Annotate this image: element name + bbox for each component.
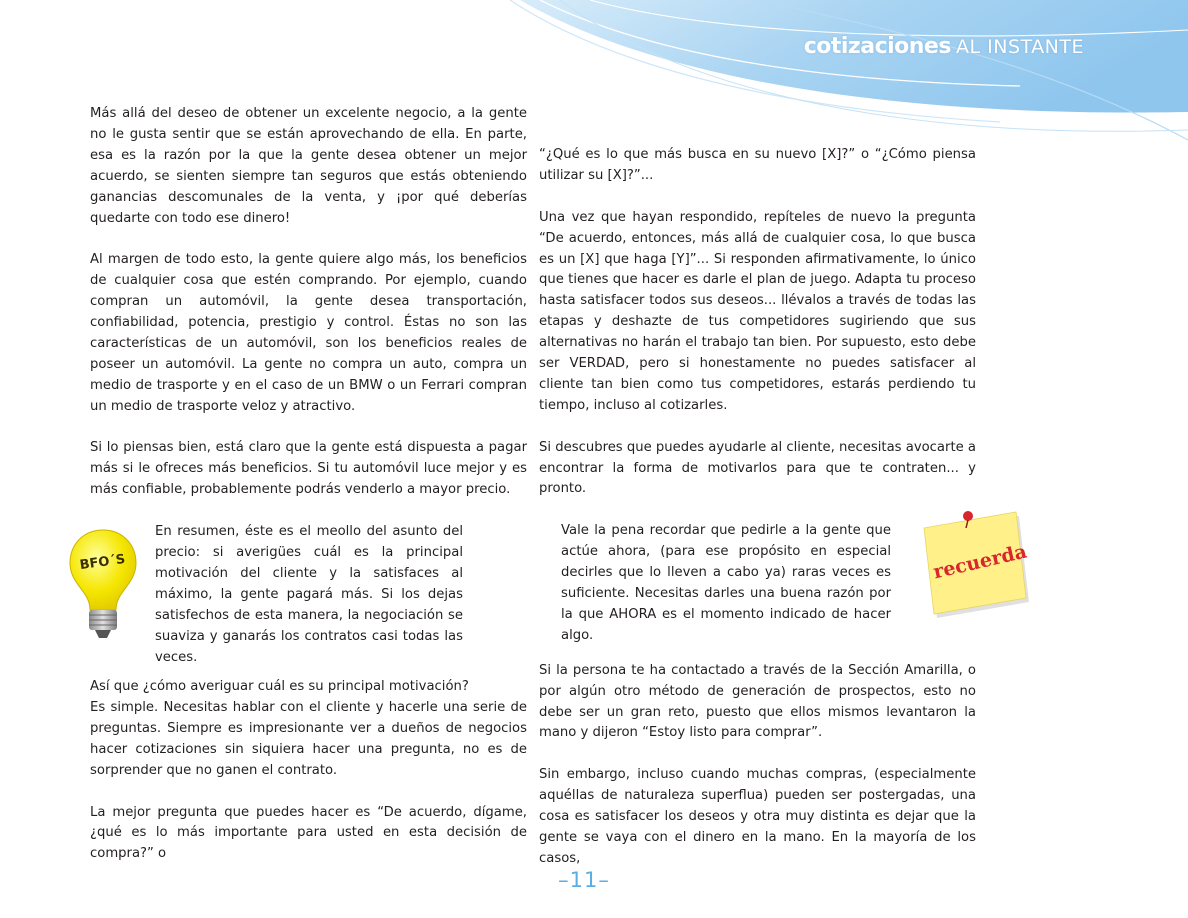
left-column [78,104,527,886]
bfos-text: En resumen, éste es el meollo del asunto del precio: si averigües cuál es la principal motivación del cliente y la satisfaces al máximo, la gente pagará más. Si los dejas satisfechos de esta manera, la negociación se suaviza y ganarás los contratos casi todas las veces. [155,524,463,665]
right-paragraph-1: “¿Qué es lo que más busca en su nuevo [X]?” o “¿Cómo piensa utilizar su [X]?”... [539,147,976,183]
left-paragraph-2: Al margen de todo esto, la gente quiere algo más, los beneficios de cualquier cosa que estén comprando. Por ejemplo, cuando compran un automóvil, la gente desea transportación, confiabilidad, potencia, prestigio y control. Éstas no son las características de un automóvil, son los beneficios reales de poseer un automóvil. La gente no compra un auto, compra un medio de trasporte y en el caso de un BMW o un Ferrari compran un medio de trasporte veloz y atractivo. [90,252,527,414]
lightbulb-icon [68,528,138,640]
right-paragraph-3: Si descubres que puedes ayudarle al cliente, necesitas avocarte a encontrar la forma de motivarlos para que te contraten... y pronto. [539,439,976,497]
magazine-header-title [804,34,1084,59]
right-paragraph-4: Si la persona te ha contactado a través de la Sección Amarilla, o por algún otro método de generación de prospectos, esto no debe ser un gran reto, puesto que ellos mismos levantaron la mano y dijeron “Estoy listo para comprar”. [539,662,976,741]
bfos-callout [78,522,527,669]
header-title-bold: cotizaciones [803,34,951,59]
left-paragraph-4: Es simple. Necesitas hablar con el cliente y hacerle una serie de preguntas. Siempre es impresionante ver a dueños de negocios hacer cotizaciones sin siquiera hacer una pregunta, no es de sorprender que no ganen el contrato. [90,699,527,778]
sticky-note-label: recuerda [931,540,1029,584]
left-paragraph-4-line1: Así que ¿cómo averiguar cuál es su principal motivación? [90,679,469,695]
right-column [539,145,976,891]
header-title-light: AL INSTANTE [956,36,1084,58]
right-paragraph-2: Una vez que hayan respondido, repíteles de nuevo la pregunta “De acuerdo, entonces, más allá de cualquier cosa, lo que busca es un [X] que haga [Y]”... Si responden afirmativamente, lo único que tienes que hacer es darle el plan de juego. Adapta tu proceso hasta satisfacer todos sus deseos... llévalos a través de todas las etapas y deshazte de tus competidores sugiriendo que sus alternativas no harán el trabajo tan bien. Por supuesto, esto debe ser VERDAD, pero si honestamente no puedes satisfacer al cliente tan bien como tus competidores, estarás perdiendo tu tiempo, incluso al cotizarles. [539,209,976,413]
recuerda-text: Vale la pena recordar que pedirle a la gente que actúe ahora, (para ese propósito en especial decirles que lo lleven a cabo ya) raras veces es suficiente. Necesitas darles una buena razón por la que AHORA es el momento indicado de hacer algo. [561,523,891,643]
left-paragraph-3: Si lo piensas bien, está claro que la gente está dispuesta a pagar más si le ofreces más beneficios. Si tu automóvil luce mejor y es más confiable, probablemente podrás venderlo a mayor precio. [90,440,527,498]
left-paragraph-5: La mejor pregunta que puedes hacer es “De acuerdo, dígame, ¿qué es lo más importante para usted en esta decisión de compra?” o [90,804,527,862]
right-paragraph-5: Sin embargo, incluso cuando muchas compras, (especialmente aquéllas de naturaleza superflua) pueden ser postergadas, una cosa es satisfacer los deseos y otra muy distinta es dejar que la gente se vaya con el dinero en la mano. En la mayoría de los casos, [539,767,976,866]
bulb-label: BFO´S [78,552,127,574]
left-paragraph-1: Más allá del deseo de obtener un excelente negocio, a la gente no le gusta sentir que se están aprovechando de ella. En parte, esa es la razón por la que la gente desea obtener un mejor acuerdo, se sienten siempre tan seguros que estás obteniendo ganancias descomunales de la venta, y ¡por qué deberías quedarte con todo ese dinero! [90,106,527,226]
page-number: –11– [558,868,610,892]
